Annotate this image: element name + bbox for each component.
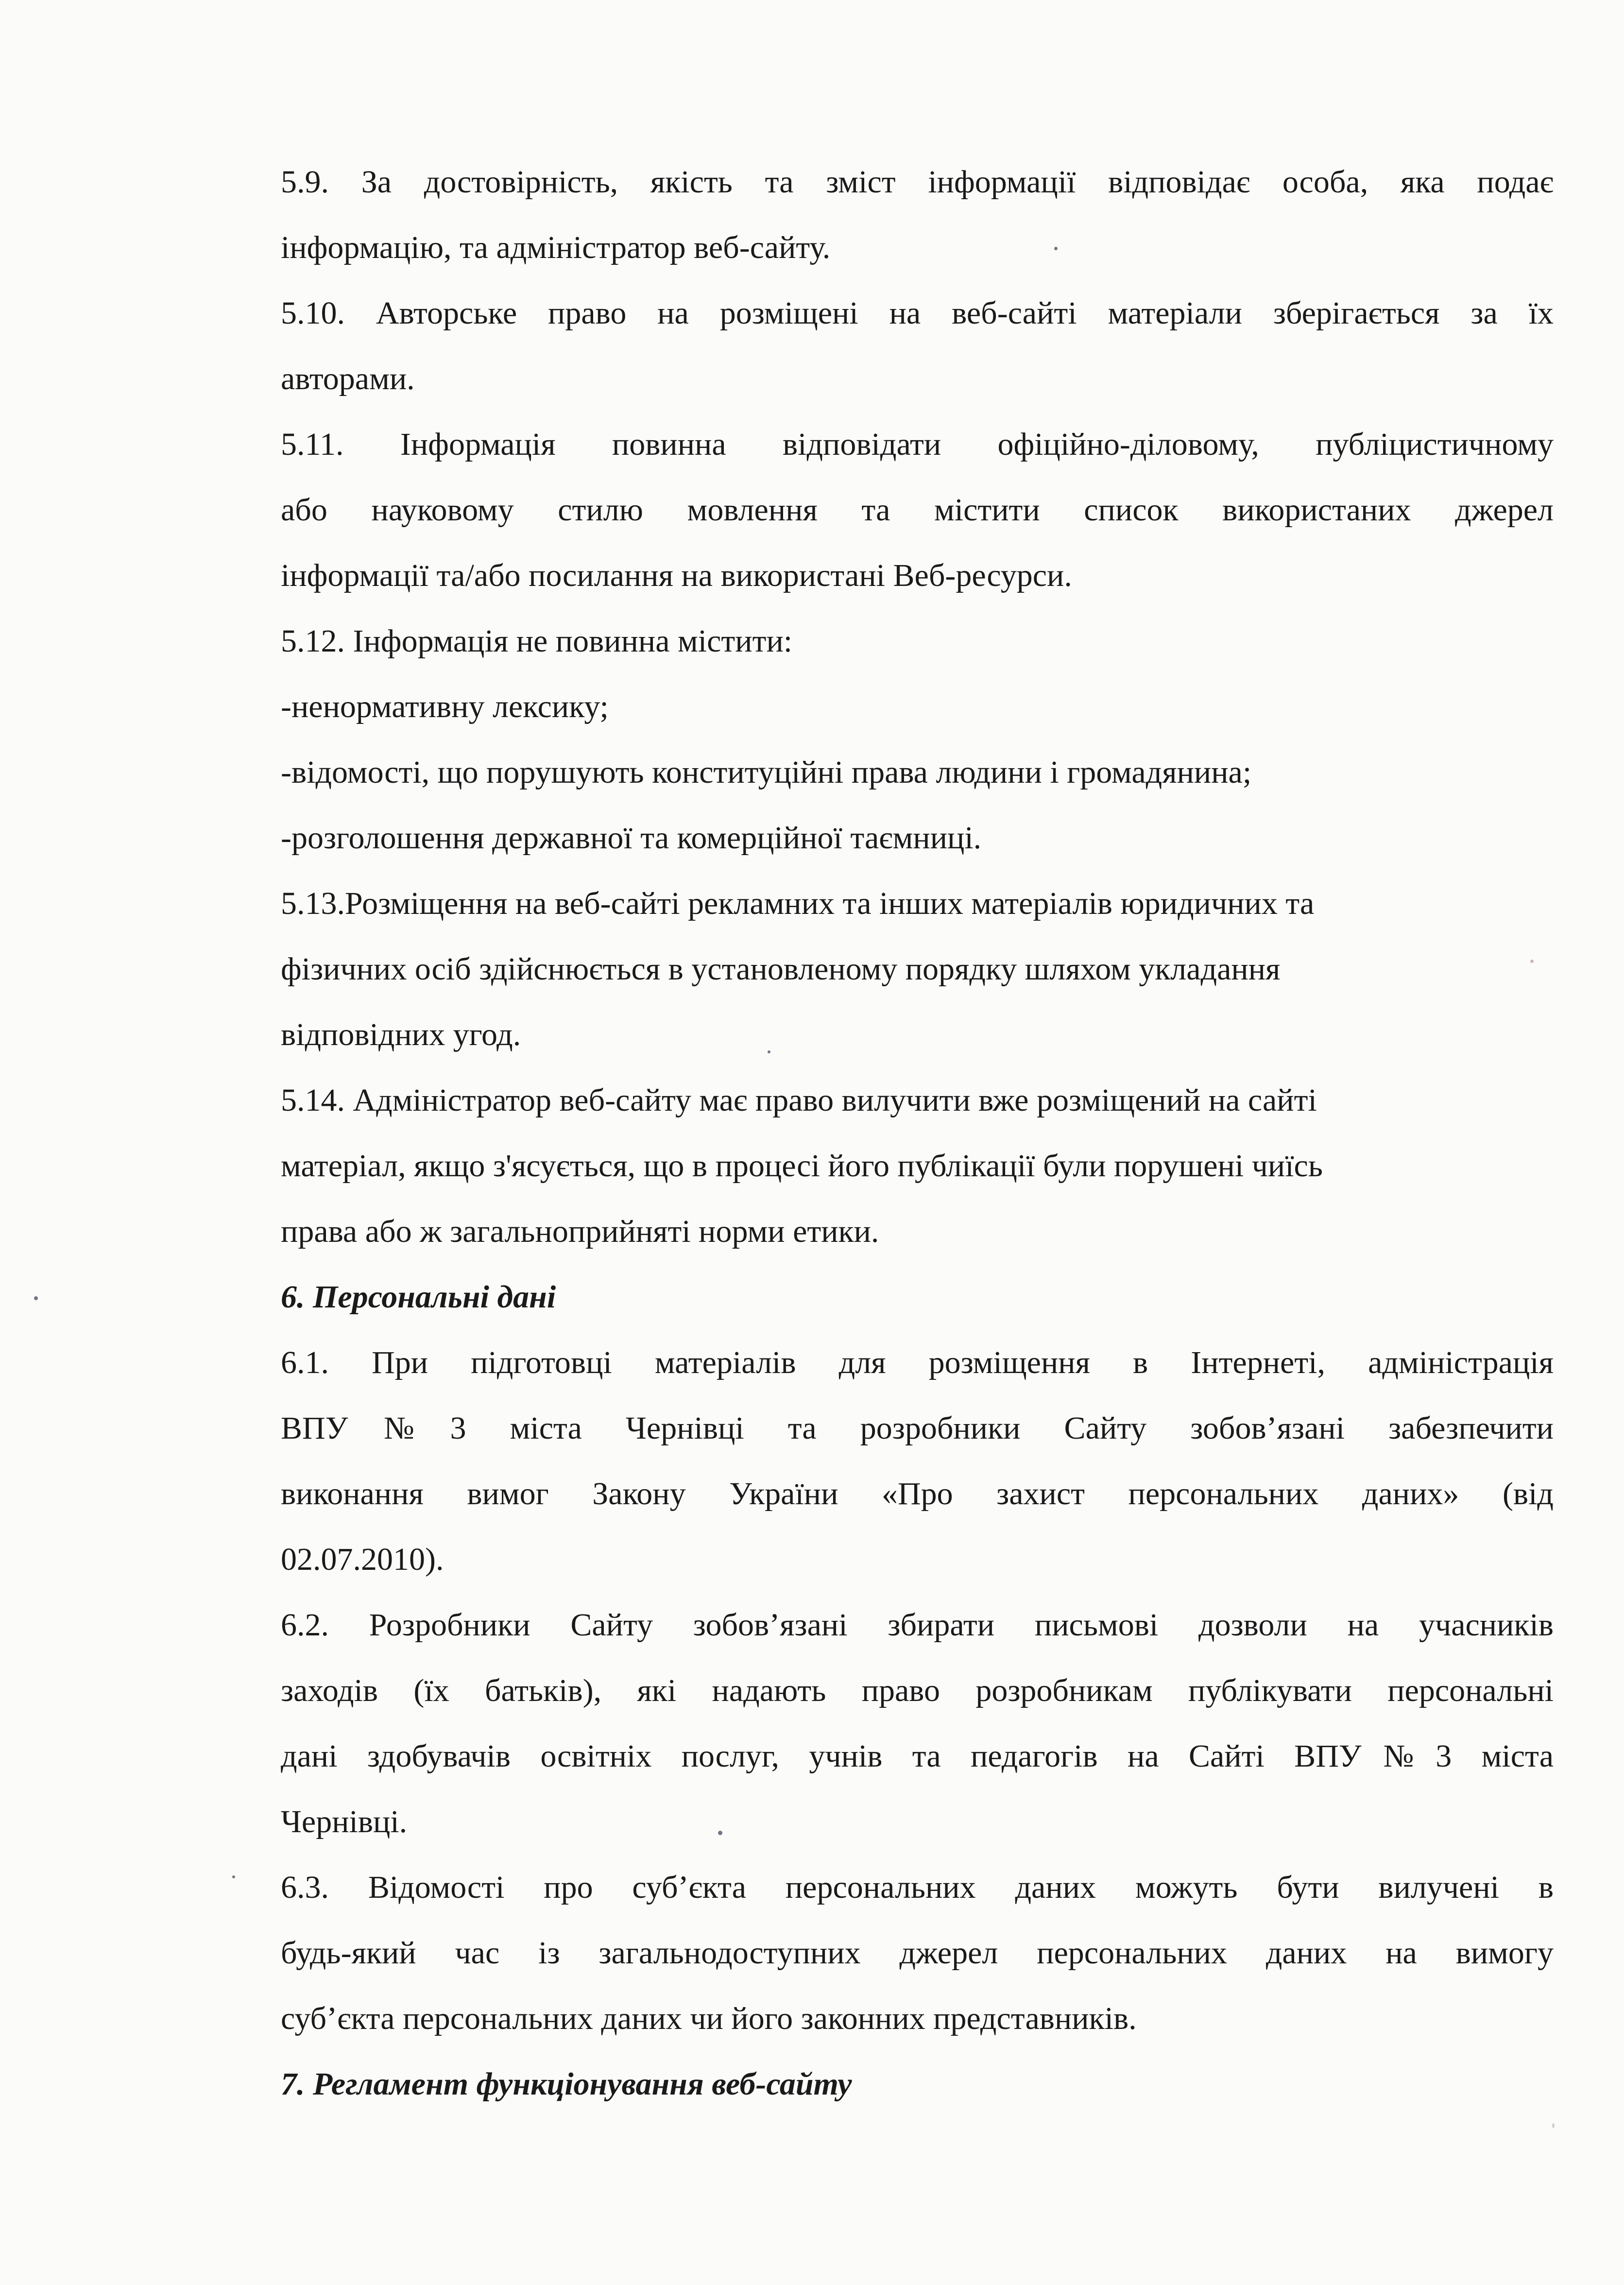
scan-speck [1530, 960, 1534, 963]
text-line: інформації та/або посилання на використані Веб-ресурси. [281, 558, 1072, 593]
scan-speck [34, 1296, 38, 1300]
text-line: виконання вимог Закону України «Про захист персональних даних» (від [281, 1476, 1554, 1512]
text-line: -ненормативну лексику; [281, 689, 609, 724]
text-line: Чернівці. [281, 1804, 408, 1839]
scan-speck [1552, 2123, 1555, 2128]
text-line: 6.2. Розробники Сайту зобов’язані збирати письмові дозволи на учасників [281, 1607, 1554, 1643]
text-line: -відомості, що порушують конституційні права людини і громадянина; [281, 755, 1252, 790]
text-line: 5.11. Інформація повинна відповідати офіційно-діловому, публіцистичному [281, 427, 1554, 462]
text-line: заходів (їх батьків), які надають право розробникам публікувати персональні [281, 1673, 1554, 1708]
scan-speck [1054, 247, 1058, 250]
text-line: 6.1. При підготовці матеріалів для розміщення в Інтернеті, адміністрація [281, 1345, 1554, 1380]
text-line: відповідних угод. [281, 1017, 521, 1052]
text-line: 6.3. Відомості про суб’єкта персональних даних можуть бути вилучені в [281, 1870, 1554, 1905]
text-line: суб’єкта персональних даних чи його законних представників. [281, 2001, 1137, 2036]
text-line: права або ж загальноприйняті норми етики. [281, 1214, 879, 1249]
text-line: 02.07.2010). [281, 1542, 444, 1577]
text-line: фізичних осіб здійснюється в установленому порядку шляхом укладання [281, 951, 1281, 987]
section-heading: 6. Персональні дані [281, 1279, 556, 1315]
text-line: дані здобувачів освітніх послуг, учнів та педагогів на Сайті ВПУ№3 міста [281, 1738, 1554, 1774]
text-line: 5.9. За достовірність, якість та зміст інформації відповідає особа, яка подає [281, 164, 1554, 200]
text-line: або науковому стилю мовлення та містити список використаних джерел [281, 492, 1554, 528]
text-line: ВПУ№3 міста Чернівці та розробники Сайту зобов’язані забезпечити [281, 1410, 1554, 1446]
section-heading: 7. Регламент функціонування веб-сайту [281, 2066, 852, 2102]
text-line: 5.10. Авторське право на розміщені на веб-сайті матеріали зберігається за їх [281, 295, 1554, 331]
text-line: 5.13.Розміщення на веб-сайті рекламних та інших матеріалів юридичних та [281, 886, 1315, 921]
text-line: 5.12. Інформація не повинна містити: [281, 623, 793, 659]
text-line: будь-який час із загальнодоступних джерел персональних даних на вимогу [281, 1935, 1554, 1971]
text-line: 5.14. Адміністратор веб-сайту має право вилучити вже розміщений на сайті [281, 1082, 1317, 1118]
text-line: -розголошення державної та комерційної таємниці. [281, 820, 982, 856]
scan-speck [768, 1050, 770, 1053]
scan-speck [718, 1831, 722, 1835]
scan-speck [232, 1875, 235, 1878]
text-line: матеріал, якщо з'ясується, що в процесі його публікації були порушені чиїсь [281, 1148, 1323, 1184]
text-line: авторами. [281, 361, 415, 396]
text-line: інформацію, та адміністратор веб-сайту. [281, 230, 831, 265]
